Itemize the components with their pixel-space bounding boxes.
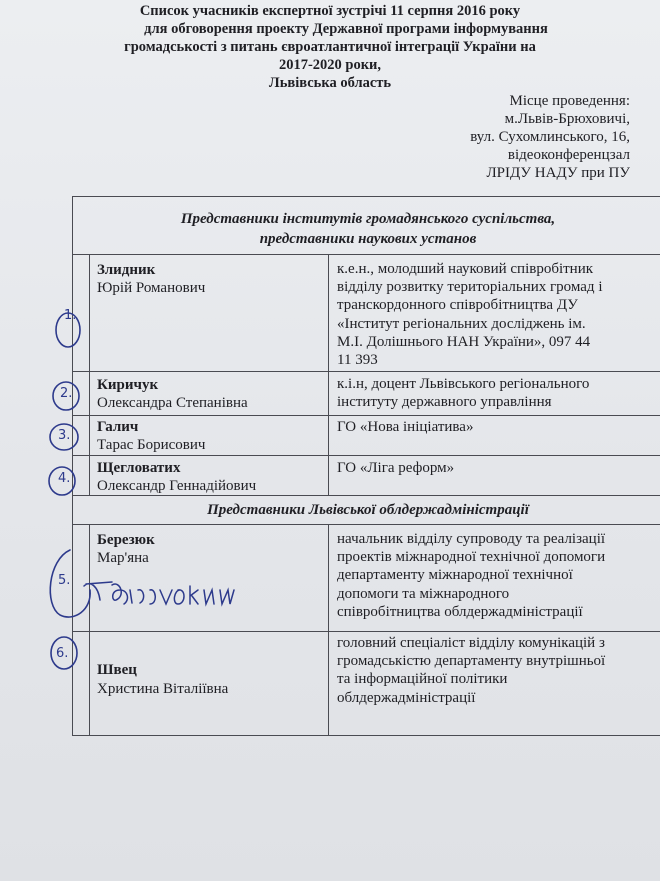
participant-description: головний спеціаліст відділу комунікацій з громадськістю департаменту внутрішньої та інформаційної політики облдержадміністрації [337, 635, 606, 706]
participant-surname: Киричук [97, 377, 159, 393]
participant-description: начальник відділу супроводу та реалізації проектів міжнародної технічної допомоги департаменту міжнародної технічної допомоги та міжнародного співробітництва облдержадміністрації [337, 531, 606, 620]
venue-line-4: відеоконференцзал [507, 147, 630, 163]
title-line-2: для обговорення проекту Державної програми інформування [144, 21, 548, 37]
participant-description: к.е.н., молодший науковий співробітник відділу розвитку територіальних громад і транскордонного співробітництва ДУ «Інститут регіональних досліджень ім. М.І. Долішнього НАН України», 097 44 11 393 [337, 261, 603, 369]
participant-description: к.і.н, доцент Львівського регіонального інституту державного управління [337, 376, 590, 411]
venue-line-3: вул. Сухомлинського, 16, [470, 129, 630, 145]
section-heading-civil: Представники інститутів громадянського суспільства, [180, 211, 556, 227]
participant-given-name: Юрій Романович [97, 280, 206, 296]
section-heading-oda: Представники Львівської облдержадміністрації [207, 502, 529, 518]
row-number-5: 5. [58, 573, 71, 588]
title-line-4: 2017-2020 роки, [278, 57, 382, 73]
section-heading-civil-line-2: представники наукових установ [259, 231, 477, 247]
title-line-5: Львівська область [268, 75, 392, 91]
participant-given-name: Мар'яна [97, 550, 149, 566]
venue-line-5: ЛРІДУ НАДУ при ПУ [486, 165, 630, 181]
participant-surname: Галич [97, 419, 139, 435]
participant-given-name: Тарас Борисович [97, 437, 206, 453]
participant-surname: Швец [97, 662, 137, 678]
venue-line-2: м.Львів-Брюховичі, [504, 111, 630, 127]
row-number-6: 6. [56, 646, 69, 661]
participant-given-name: Христина Віталіївна [97, 681, 229, 697]
row-number-2: 2. [60, 386, 73, 401]
venue-line-1: Місце проведення: [509, 93, 630, 109]
row-number-1: 1. [64, 308, 77, 323]
title-line-1: Список учасників експертної зустрічі 11 серпня 2016 року [139, 3, 521, 19]
participant-given-name: Олександра Степанівна [97, 395, 248, 411]
participant-surname: Щегловатих [97, 460, 181, 476]
participant-surname: Злидник [97, 262, 156, 278]
row-number-4: 4. [58, 471, 71, 486]
participant-description: ГО «Ліга реформ» [337, 460, 455, 476]
row-number-3: 3. [58, 428, 71, 443]
handwritten-signature [84, 582, 234, 604]
participant-given-name: Олександр Геннадійович [97, 478, 257, 494]
title-line-3: громадськості з питань євроатлантичної інтеграції України на [124, 39, 536, 55]
participant-surname: Березюк [97, 532, 155, 548]
participant-description: ГО «Нова ініціатива» [337, 419, 474, 435]
